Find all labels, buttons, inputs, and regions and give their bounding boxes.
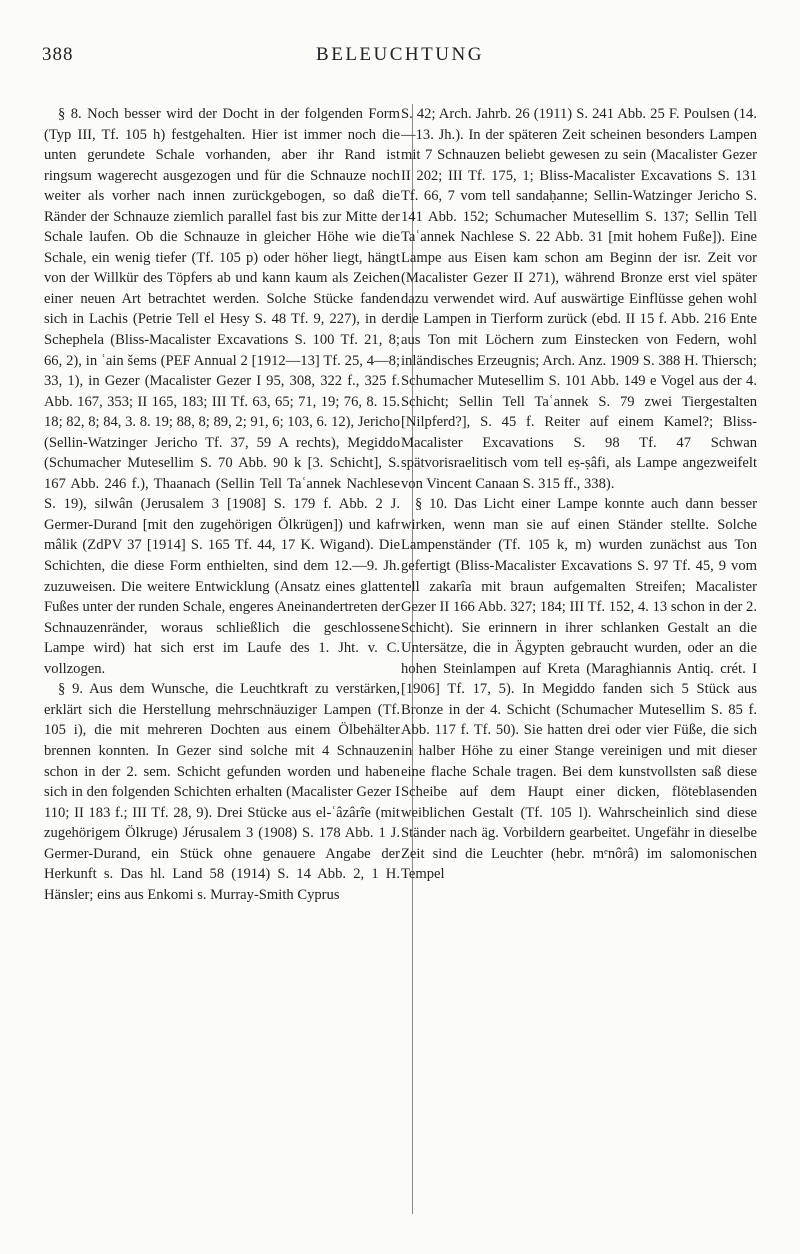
page-number: 388 — [42, 44, 74, 65]
left-column — [44, 104, 400, 1224]
paragraph-continuation: S. 42; Arch. Jahrb. 26 (1911) S. 241 Abb. 25 F. Poulsen (14.—13. Jh.). In der späteren Zeit scheinen besonders Lampen mit 7 Schnauzen beliebt gewesen zu sein (Macalister Gezer II 202; III Tf. 175, 1; Bliss-Macalister Excavations S. 131 Tf. 66, 7 vom tell sandaḥanne; Sellin-Watzinger Jericho S. 141 Abb. 152; Schumacher Mutesellim S. 137; Sellin Tell Taʿannek Nachlese S. 22 Abb. 31 [mit hohem Fuße]). Eine Lampe aus Eisen kam schon am Beginn der isr. Zeit vor (Macalister Gezer II 271), während Bronze erst viel später dazu verwendet wird. Auf auswärtige Einflüsse gehen wohl die Lampen in Tierform zurück (ebd. II 15 f. Abb. 216 Ente aus Ton mit Löchern zum Einstecken von Federn, wohl inländisches Erzeugnis; Arch. Anz. 1909 S. 388 H. Thiersch; Schumacher Mutesellim S. 101 Abb. 149 e Vogel aus der 4. Schicht; Sellin Tell Taʿannek S. 79 zwei Tiergestalten [Nilpferd?], S. 45 f. Reiter auf einem Kamel?; Bliss-Macalister Excavations S. 98 Tf. 47 Schwan spätvorisraelitisch vom tell eṣ-ṣâfi, als Lampe angezweifelt von Vincent Canaan S. 315 ff., 338). — [401, 106, 757, 492]
paragraph-section-10: § 10. Das Licht einer Lampe konnte auch dann besser wirken, wenn man sie auf einen Ständer stellte. Solche Lampenständer (Tf. 105 k, m) wurden zunächst aus Ton gefertigt (Bliss-Macalister Excavations S. 97 Tf. 45, 9 vom tell zakarîa mit braun aufgemalten Streifen; Macalister Gezer II 166 Abb. 327; 184; III Tf. 152, 4. 13 schon in der 2. Schicht). Sie erinnern in ihrer schlanken Gestalt an die Untersätze, die in Ägypten gebraucht wurden, oder an die hohen Steinlampen auf Kreta (Maraghiannis Antiq. crét. I [1906] Tf. 17, 5). In Megiddo fanden sich 5 Stück aus Bronze in der 4. Schicht (Schumacher Mutesellim S. 85 f. Abb. 117 f. Tf. 50). Sie hatten drei oder vier Füße, die sich in halber Höhe zu einer Stange vereinigen und mit dieser eine flache Schale tragen. Bei dem kunstvollsten saß diese Scheibe auf dem Haupt einer dicken, flöteblasenden weiblichen Gestalt (Tf. 105 l). Wahrscheinlich sind diese Ständer nach äg. Vorbildern gearbeitet. Ungefähr in dieselbe Zeit sind die Leuchter (hebr. mᵉnôrâ) im salomonischen Tempel — [401, 496, 757, 883]
page-header — [42, 44, 758, 74]
right-column — [401, 104, 757, 1224]
running-title: BELEUCHTUNG — [316, 44, 484, 65]
paragraph-section-9: § 9. Aus dem Wunsche, die Leuchtkraft zu verstärken, erklärt sich die Herstellung mehrschnäuziger Lampen (Tf. 105 i), die mit mehreren Dochten aus einem Ölbehälter brennen konnten. In Gezer sind solche mit 4 Schnauzen schon in der 2. sem. Schicht gefunden worden und haben sich in den folgenden Schichten erhalten (Macalister Gezer I 110; II 183 f.; III Tf. 28, 9). Drei Stücke aus el-ʿâzârîe (mit zugehörigem Ölkruge) Jérusalem 3 (1908) S. 178 Abb. 1 J. Germer-Durand, ein Stück ohne genauere Angabe der Herkunft s. Das hl. Land 58 (1914) S. 14 Abb. 2, 1 H. Hänsler; eins aus Enkomi s. Murray-Smith Cyprus — [44, 681, 400, 903]
paragraph-section-8: § 8. Noch besser wird der Docht in der folgenden Form (Typ III, Tf. 105 h) festgehalten. Hier ist immer noch die unten gerundete Schale vorhanden, aber ihr Rand ist ringsum wagerecht ausgezogen und für die Schnauze noch weiter als vorher nach innen zurückgebogen, so daß die Ränder der Schnauze ziemlich parallel fast bis zur Mitte der Schale laufen. Ob die Schnauze in gleicher Höhe wie die Schale, ein wenig tiefer (Tf. 105 p) oder höher liegt, hängt von der Willkür des Töpfers ab und kann kaum als Zeichen einer neuen Art betrachtet werden. Solche Stücke fanden sich in Lachis (Petrie Tell el Hesy S. 48 Tf. 9, 227), in der Schephela (Bliss-Macalister Excavations S. 100 Tf. 21, 8; 66, 2), in ʿain šems (PEF Annual 2 [1912—13] Tf. 25, 4—8; 33, 1), in Gezer (Macalister Gezer I 95, 308, 322 f., 325 f. Abb. 167, 353; II 165, 183; III Tf. 63, 65; 71, 19; 76, 8. 15. 18; 82, 8; 84, 3. 8. 19; 88, 8; 89, 2; 91, 6; 103, 6. 12), Jericho (Sellin-Watzinger Jericho Tf. 37, 59 A rechts), Megiddo (Schumacher Mutesellim S. 70 Abb. 90 k [3. Schicht], S. 167 Abb. 246 f.), Thaanach (Sellin Tell Taʿannek Nachlese S. 19), silwân (Jerusalem 3 [1908] S. 179 f. Abb. 2 J. Germer-Durand [mit den zugehörigen Ölkrügen]) und kafr mâlik (ZdPV 37 [1914] S. 165 Tf. 44, 17 K. Wigand). Die Schichten, die diese Form enthielten, sind dem 12.—9. Jh. zuzuweisen. Die weitere Entwicklung (Ansatz eines glatten Fußes unter der runden Schale, engeres Aneinandertreten der Schnauzenränder, woraus schließlich die geschlossene Lampe wird) hat sich erst im Laufe des 1. Jht. v. C. vollzogen. — [44, 106, 400, 677]
